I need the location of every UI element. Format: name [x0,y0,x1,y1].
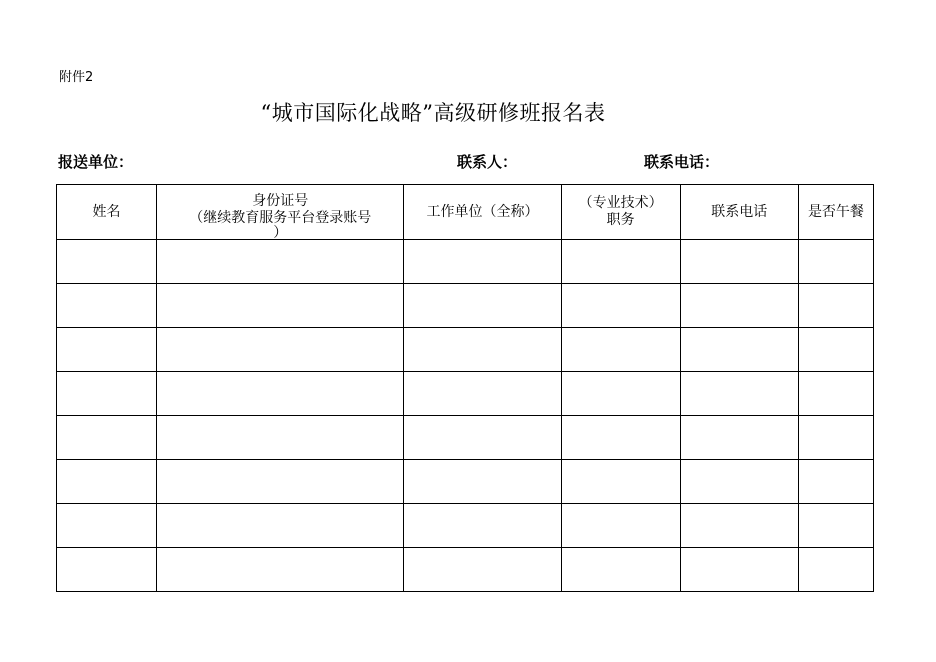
name-cell[interactable] [57,504,157,548]
header-work-unit: 工作单位（全称） [404,185,561,240]
table-row [57,460,874,504]
lunch-cell[interactable] [798,284,873,328]
registration-table [56,184,874,592]
header-lunch: 是否午餐 [798,185,873,240]
lunch-cell[interactable] [798,328,873,372]
table-row [57,240,874,284]
phone-cell[interactable] [680,460,798,504]
header-phone: 联系电话 [680,185,798,240]
header-id-line2: （继续教育服务平台登录账号 [189,210,372,226]
phone-cell[interactable] [680,416,798,460]
phone-cell[interactable] [680,504,798,548]
work-unit-cell[interactable] [404,548,561,592]
table-row [57,548,874,592]
work-unit-cell[interactable] [404,240,561,284]
position-cell[interactable] [561,372,680,416]
table-row [57,328,874,372]
name-cell[interactable] [57,460,157,504]
id-number-cell[interactable] [157,460,404,504]
contact-phone-label: 联系电话： [644,153,720,171]
id-number-cell[interactable] [157,504,404,548]
phone-cell[interactable] [680,240,798,284]
name-cell[interactable] [57,416,157,460]
id-number-cell[interactable] [157,328,404,372]
header-id-line1: 身份证号 [252,193,309,209]
lunch-cell[interactable] [798,240,873,284]
lunch-cell[interactable] [798,504,873,548]
phone-cell[interactable] [680,372,798,416]
work-unit-cell[interactable] [404,460,561,504]
table-row [57,504,874,548]
id-number-cell[interactable] [157,372,404,416]
header-position-line2: 职务 [606,212,635,228]
id-number-cell[interactable] [157,240,404,284]
position-cell[interactable] [561,240,680,284]
position-cell[interactable] [561,460,680,504]
position-cell[interactable] [561,284,680,328]
form-title: “城市国际化战略”高级研修班报名表 [260,101,606,125]
table-row [57,416,874,460]
name-cell[interactable] [57,372,157,416]
table-row [57,372,874,416]
id-number-cell[interactable] [157,548,404,592]
header-id-line3: ） [273,225,288,241]
header-id-number [157,185,404,240]
lunch-cell[interactable] [798,460,873,504]
work-unit-cell[interactable] [404,284,561,328]
position-cell[interactable] [561,328,680,372]
position-cell[interactable] [561,504,680,548]
phone-cell[interactable] [680,284,798,328]
phone-cell[interactable] [680,548,798,592]
lunch-cell[interactable] [798,548,873,592]
header-position [561,185,680,240]
header-name: 姓名 [57,185,157,240]
name-cell[interactable] [57,328,157,372]
work-unit-cell[interactable] [404,504,561,548]
attachment-label: 附件2 [59,70,94,85]
name-cell[interactable] [57,240,157,284]
id-number-cell[interactable] [157,416,404,460]
lunch-cell[interactable] [798,372,873,416]
submitting-unit-label: 报送单位： [58,153,134,171]
header-position-line1: （专业技术） [578,195,663,211]
work-unit-cell[interactable] [404,372,561,416]
name-cell[interactable] [57,284,157,328]
position-cell[interactable] [561,548,680,592]
lunch-cell[interactable] [798,416,873,460]
table-row [57,284,874,328]
work-unit-cell[interactable] [404,416,561,460]
work-unit-cell[interactable] [404,328,561,372]
id-number-cell[interactable] [157,284,404,328]
phone-cell[interactable] [680,328,798,372]
table-header-row [57,185,874,240]
position-cell[interactable] [561,416,680,460]
name-cell[interactable] [57,548,157,592]
contact-person-label: 联系人： [457,153,518,171]
